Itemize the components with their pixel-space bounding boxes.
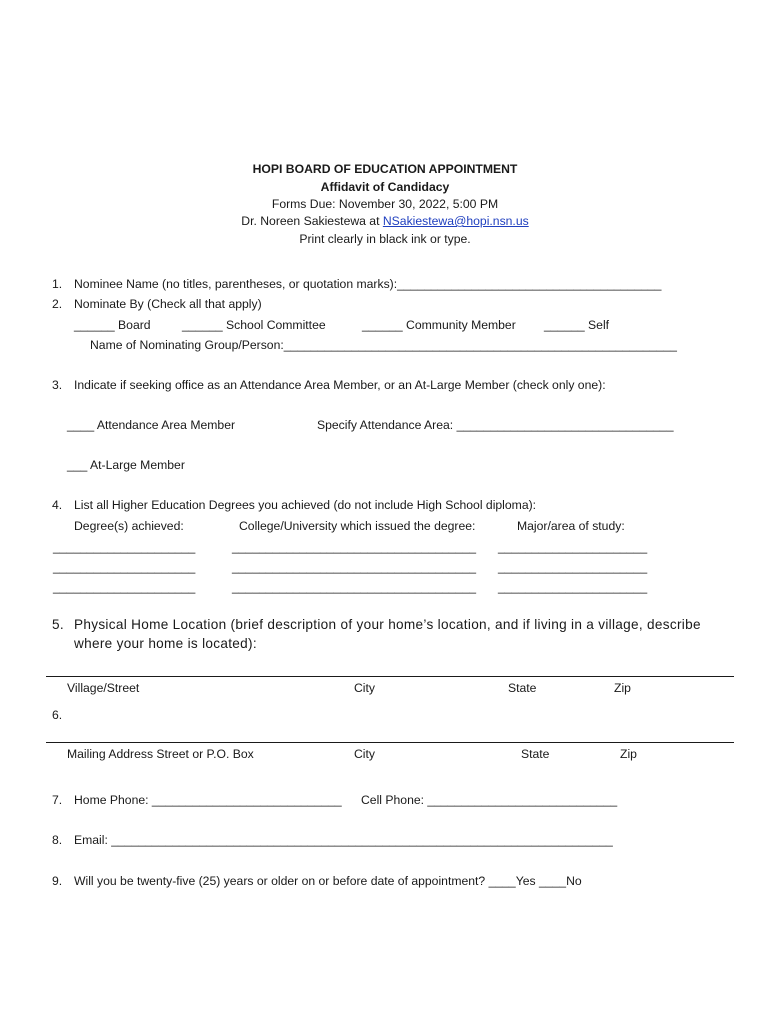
q8-number: 8. [52,833,63,847]
city-label: City [354,681,375,695]
option-school-committee[interactable]: ______ School Committee [182,318,326,332]
home-phone-field[interactable]: Home Phone: ____________________________ [74,793,342,807]
degree-field[interactable]: _____________________ [53,540,196,554]
q1-number: 1. [52,277,63,291]
major-field[interactable]: ______________________ [498,580,648,594]
instructions: Print clearly in black ink or type. [299,232,471,246]
q4-number: 4. [52,498,63,512]
q6-number: 6. [52,708,63,722]
major-field[interactable]: ______________________ [498,540,648,554]
q2-number: 2. [52,297,63,311]
cell-phone-field[interactable]: Cell Phone: ____________________________ [361,793,618,807]
q3-number: 3. [52,378,63,392]
option-self[interactable]: ______ Self [544,318,610,332]
state-label: State [508,681,537,695]
degree-column-header: Degree(s) achieved: [74,519,184,533]
nominating-group-field[interactable]: Name of Nominating Group/Person:__________________________________________________________ [90,338,677,352]
mailing-city-label: City [354,747,375,761]
major-column-header: Major/area of study: [517,519,625,533]
contact-line [0,214,770,228]
home-location-field[interactable] [46,676,734,677]
q5-number: 5. [52,617,64,632]
mailing-address-label: Mailing Address Street or P.O. Box [67,747,254,761]
mailing-state-label: State [521,747,550,761]
attendance-area-field[interactable]: Specify Attendance Area: ________________________________ [317,418,674,432]
age-question[interactable]: Will you be twenty-five (25) years or older on or before date of appointment? ____Yes ____No [74,874,582,888]
degrees-label: List all Higher Education Degrees you achieved (do not include High School diploma): [74,498,537,512]
major-field[interactable]: ______________________ [498,560,648,574]
nominate-by-label: Nominate By (Check all that apply) [74,297,262,311]
q7-number: 7. [52,793,63,807]
q9-number: 9. [52,874,63,888]
option-at-large[interactable]: ___ At-Large Member [67,458,185,472]
form-title: HOPI BOARD OF EDUCATION APPOINTMENT [252,162,518,176]
nominee-name-field[interactable]: Nominee Name (no titles, parentheses, or quotation marks):_______________________________________ [74,277,662,291]
college-field[interactable]: ____________________________________ [232,540,477,554]
college-column-header: College/University which issued the degree: [239,519,476,533]
college-field[interactable]: ____________________________________ [232,580,477,594]
zip-label: Zip [614,681,631,695]
form-subtitle: Affidavit of Candidacy [320,180,450,194]
option-attendance-area[interactable]: ____ Attendance Area Member [67,418,236,432]
village-street-label: Village/Street [67,681,140,695]
contact-email-link[interactable]: NSakiestewa@hopi.nsn.us [382,214,529,228]
contact-prefix: Dr. Noreen Sakiestewa at [241,214,383,228]
home-location-label-line2: where your home is located): [74,636,257,651]
home-location-label-line1: Physical Home Location (brief description of your home’s location, and if living in a village, describe [74,617,701,632]
degree-field[interactable]: _____________________ [53,560,196,574]
option-community-member[interactable]: ______ Community Member [362,318,516,332]
email-field[interactable]: Email: __________________________________________________________________________ [74,833,613,847]
option-board[interactable]: ______ Board [74,318,151,332]
mailing-zip-label: Zip [620,747,637,761]
college-field[interactable]: ____________________________________ [232,560,477,574]
degree-field[interactable]: _____________________ [53,580,196,594]
due-date: Forms Due: November 30, 2022, 5:00 PM [271,197,499,211]
mailing-address-field[interactable] [46,742,734,743]
seeking-office-label: Indicate if seeking office as an Attendance Area Member, or an At-Large Member (check only one): [74,378,606,392]
